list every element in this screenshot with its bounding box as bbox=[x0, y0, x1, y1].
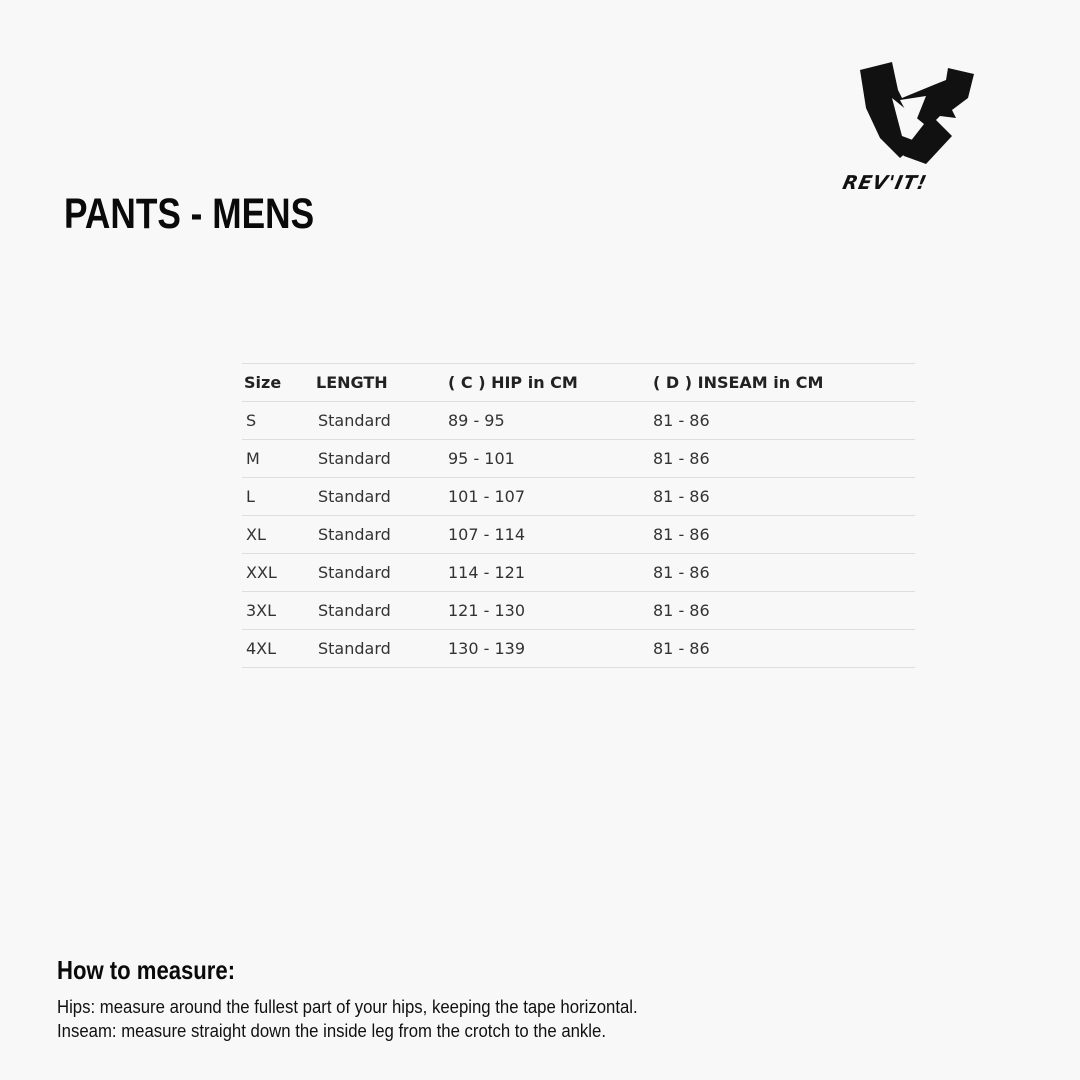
length-cell: Standard bbox=[316, 478, 448, 516]
hip-cell: 107 - 114 bbox=[448, 516, 653, 554]
table-header-row bbox=[242, 364, 915, 402]
hip-cell: 114 - 121 bbox=[448, 554, 653, 592]
how-to-measure-heading: How to measure: bbox=[57, 955, 236, 985]
table-row bbox=[242, 440, 915, 478]
column-header-hip: ( C ) HIP in CM bbox=[448, 364, 653, 402]
size-cell: S bbox=[242, 402, 316, 440]
how-to-measure-section bbox=[57, 955, 681, 1043]
table-row bbox=[242, 402, 915, 440]
column-header-size: Size bbox=[242, 364, 316, 402]
size-cell: XL bbox=[242, 516, 316, 554]
size-cell: 4XL bbox=[242, 630, 316, 668]
hip-cell: 95 - 101 bbox=[448, 440, 653, 478]
length-cell: Standard bbox=[316, 402, 448, 440]
table-row bbox=[242, 630, 915, 668]
inseam-instruction: Inseam: measure straight down the inside leg from the crotch to the ankle. bbox=[57, 1021, 606, 1041]
length-cell: Standard bbox=[316, 592, 448, 630]
hip-cell: 101 - 107 bbox=[448, 478, 653, 516]
table-row bbox=[242, 554, 915, 592]
brand-wordmark: REV'IT! bbox=[840, 172, 930, 194]
inseam-cell: 81 - 86 bbox=[653, 478, 915, 516]
length-cell: Standard bbox=[316, 554, 448, 592]
page-title: PANTS - MENS bbox=[64, 190, 315, 238]
inseam-cell: 81 - 86 bbox=[653, 630, 915, 668]
table-row bbox=[242, 516, 915, 554]
hips-instruction: Hips: measure around the fullest part of your hips, keeping the tape horizontal. bbox=[57, 997, 638, 1017]
size-cell: 3XL bbox=[242, 592, 316, 630]
size-cell: XXL bbox=[242, 554, 316, 592]
hip-cell: 89 - 95 bbox=[448, 402, 653, 440]
size-cell: M bbox=[242, 440, 316, 478]
inseam-cell: 81 - 86 bbox=[653, 554, 915, 592]
inseam-cell: 81 - 86 bbox=[653, 440, 915, 478]
table-row bbox=[242, 478, 915, 516]
size-cell: L bbox=[242, 478, 316, 516]
table-row bbox=[242, 592, 915, 630]
inseam-cell: 81 - 86 bbox=[653, 402, 915, 440]
column-header-inseam: ( D ) INSEAM in CM bbox=[653, 364, 915, 402]
hip-cell: 121 - 130 bbox=[448, 592, 653, 630]
size-chart-table bbox=[242, 363, 915, 668]
length-cell: Standard bbox=[316, 630, 448, 668]
column-header-length: LENGTH bbox=[316, 364, 448, 402]
length-cell: Standard bbox=[316, 516, 448, 554]
inseam-cell: 81 - 86 bbox=[653, 592, 915, 630]
hip-cell: 130 - 139 bbox=[448, 630, 653, 668]
length-cell: Standard bbox=[316, 440, 448, 478]
inseam-cell: 81 - 86 bbox=[653, 516, 915, 554]
revit-shield-logo-icon bbox=[840, 58, 990, 168]
